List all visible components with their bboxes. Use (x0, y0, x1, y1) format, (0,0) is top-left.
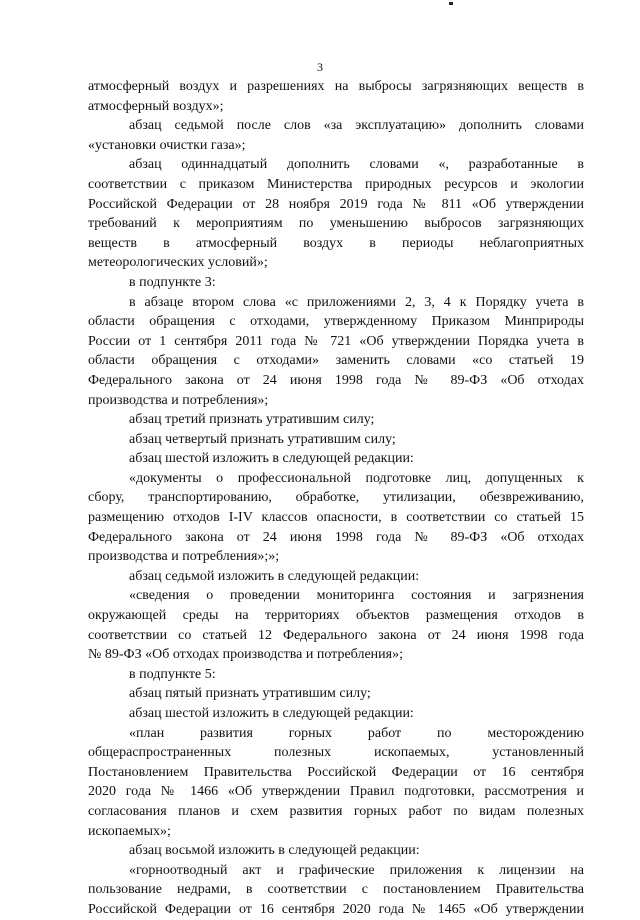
text-line: «документы о профессиональной подготовке лиц, допущенных к (129, 470, 584, 486)
text-line: Постановлением Правительства Российской Федерации от 16 сентября (88, 764, 584, 780)
text-line: в абзаце втором слова «с приложениями 2, 3, 4 к Порядку учета в (129, 294, 584, 310)
text-line: «установки очистки газа»; (88, 137, 246, 153)
text-line: «горноотводный акт и графические приложения к лицензии на (129, 862, 584, 878)
text-line: производства и потребления»; (88, 392, 269, 408)
text-line: области обращения с отходами, утвержденному Приказом Минприроды (88, 314, 584, 330)
text-line: № 89-ФЗ «Об отходах производства и потребления»; (88, 647, 403, 663)
text-line: абзац пятый признать утратившим силу; (129, 686, 371, 702)
document-body (88, 77, 584, 920)
text-line: в подпункте 5: (129, 666, 216, 682)
text-line: сбору, транспортированию, обработке, утилизации, обезвреживанию, (88, 490, 584, 506)
text-line: абзац шестой изложить в следующей редакции: (129, 451, 414, 467)
text-line: Российской Федерации от 28 ноября 2019 года № 811 «Об утверждении (88, 196, 584, 212)
scan-mark (449, 2, 453, 5)
text-line: соответствии с приказом Министерства природных ресурсов и экологии (88, 176, 584, 192)
text-line: абзац седьмой изложить в следующей редакции: (129, 568, 420, 584)
text-line: атмосферный воздух и разрешениях на выбросы загрязняющих веществ в (88, 79, 584, 94)
text-line: размещению отходов I-IV классов опасности, в соответствии со статьей 15 (88, 510, 584, 526)
text-line: метеорологических условий»; (88, 255, 268, 271)
text-line: соответствии со статьей 12 Федерального закона от 24 июня 1998 года (88, 627, 584, 643)
text-line: абзац одиннадцатый дополнить словами «, разработанные в (129, 157, 584, 173)
text-line: окружающей среды на территориях объектов размещения отходов в (88, 608, 584, 624)
text-line: Российской Федерации от 16 сентября 2020 года № 1465 «Об утверждении (88, 901, 584, 917)
text-line: ископаемых»; (88, 823, 171, 839)
text-line: общераспространенных полезных ископаемых, установленный (88, 745, 584, 761)
text-line: абзац четвертый признать утратившим силу; (129, 431, 396, 447)
text-line: 2020 года № 1466 «Об утверждении Правил подготовки, рассмотрения и (88, 784, 584, 800)
text-line: согласования планов и схем развития горных работ по видам полезных (88, 803, 584, 819)
text-line: веществ в атмосферный воздух в периоды неблагоприятных (88, 235, 584, 251)
text-line: требований к мероприятиям по уменьшению выбросов загрязняющих (88, 216, 584, 232)
text-line: «сведения о проведении мониторинга состояния и загрязнения (129, 588, 584, 604)
text-line: Федерального закона от 24 июня 1998 года № 89-ФЗ «Об отходах (88, 372, 584, 388)
text-line: пользование недрами, в соответствии с постановлением Правительства (88, 882, 584, 898)
text-line: Федерального закона от 24 июня 1998 года № 89-ФЗ «Об отходах (88, 529, 584, 545)
text-line: производства и потребления»;»; (88, 549, 280, 565)
text-line: области обращения с отходами» заменить словами «со статьей 19 (88, 353, 584, 369)
text-line: абзац третий признать утратившим силу; (129, 412, 375, 428)
page-number: 3 (317, 60, 323, 74)
text-line: абзац восьмой изложить в следующей редакции: (129, 843, 420, 859)
text-line: «план развития горных работ по месторождению (129, 725, 584, 741)
text-line: атмосферный воздух»; (88, 98, 224, 114)
text-line: в подпункте 3: (129, 274, 216, 290)
text-line: России от 1 сентября 2011 года № 721 «Об утверждении Порядка учета в (88, 333, 584, 349)
text-line: абзац седьмой после слов «за эксплуатацию» дополнить словами (129, 118, 584, 134)
text-line: абзац шестой изложить в следующей редакции: (129, 706, 414, 721)
